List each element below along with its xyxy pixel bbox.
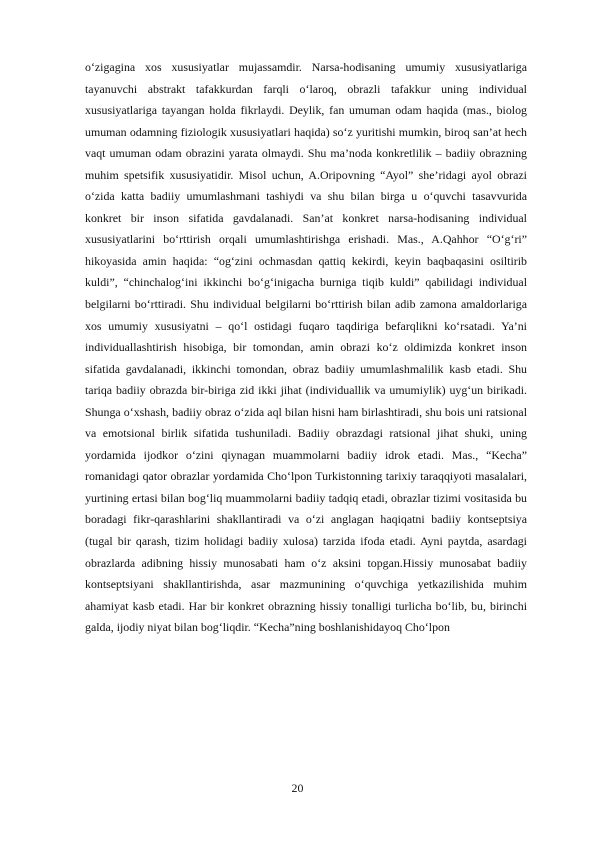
page-number: 20 [291,781,304,795]
body-paragraph: o‘zigagina xos xususiyatlar mujassamdir. Narsa-hodisaning umumiy xususiyatlariga tayanuvchi abstrakt tafakkurdan farqli o‘laroq, obrazli tafakkur uning individual xususiyatlariga tayangan holda fikrlaydi. Deylik, fan umuman odam haqida (mas., biolog umuman odamning fiziologik xususiyatlari haqida) so‘z yuritishi mumkin, biroq san’at hech vaqt umuman odam obrazini yarata olmaydi. Shu ma’noda konkretlilik – badiiy obrazning muhim spetsifik xususiyatidir. Misol uchun, A.Oripovning “Ayol” she’ridagi ayol obrazi o‘zida katta badiiy umumlashmani tashiydi va shu bilan birga u o‘quvchi tasavvurida konkret bir inson sifatida gavdalanadi. San’at konkret narsa-hodisaning individual xususiyatlarini bo‘rttirish orqali umumlashtirishga erishadi. Mas., A.Qahhor “O‘g‘ri” hikoyasida amin haqida: “og‘zini ochmasdan qattiq kekirdi, keyin baqbaqasini osiltirib kuldi”, “chinchalog‘ini ikkinchi bo‘g‘inigacha burniga tiqib kuldi” qabilidagi individual belgilarni bo‘rttiradi. Shu individual belgilarni bo‘rttirish bilan adib zamona amaldorlariga xos umumiy xususiyatni – qo‘l ostidagi fuqaro taqdiriga befarqlikni ko‘rsatadi. Ya’ni individuallashtirish hisobiga, bir tomondan, amin obrazi ko‘z oldimizda konkret inson sifatida gavdalanadi, ikkinchi tomondan, obraz badiiy umumlashmalilik kasb etadi. Shu tariqa badiiy obrazda bir-biriga zid ikki jihat (individuallik va umumiylik) uyg‘un birikadi. Shunga o‘xshash, badiiy obraz o‘zida aql bilan hisni ham birlashtiradi, shu bois uni ratsional va emotsional birlik sifatida tushuniladi. Badiiy obrazdagi ratsional jihat shuki, uning yordamida ijodkor o‘zini qiynagan muammolarni badiiy idrok etadi. Mas., “Kecha” romanidagi qator obrazlar yordamida Cho‘lpon Turkistonning tarixiy taraqqiyoti masalalari, yurtining ertasi bilan bog‘liq muammolarni badiiy tadqiq etadi, obrazlar tizimi vositasida bu boradagi fikr-qarashlarini shakllantiradi va o‘zi anglagan haqiqatni badiiy kontseptsiya (tugal bir qarash, tizim holidagi badiiy xulosa) tarzida ifoda etadi. Ayni paytda, asardagi obrazlarda adibning hissiy munosabati ham o‘z aksini topgan.Hissiy munosabat badiiy kontseptsiyani shakllantirishda, asar mazmunining o‘quvchiga yetkazilishida muhim ahamiyat kasb etadi. Har bir konkret obrazning hissiy tonalligi turlicha bo‘lib, bu, birinchi galda, ijodiy niyat bilan bog‘liqdir. “Kecha”ning boshlanishidayoq Cho‘lpon [85,60,527,635]
page-body [85,57,527,639]
